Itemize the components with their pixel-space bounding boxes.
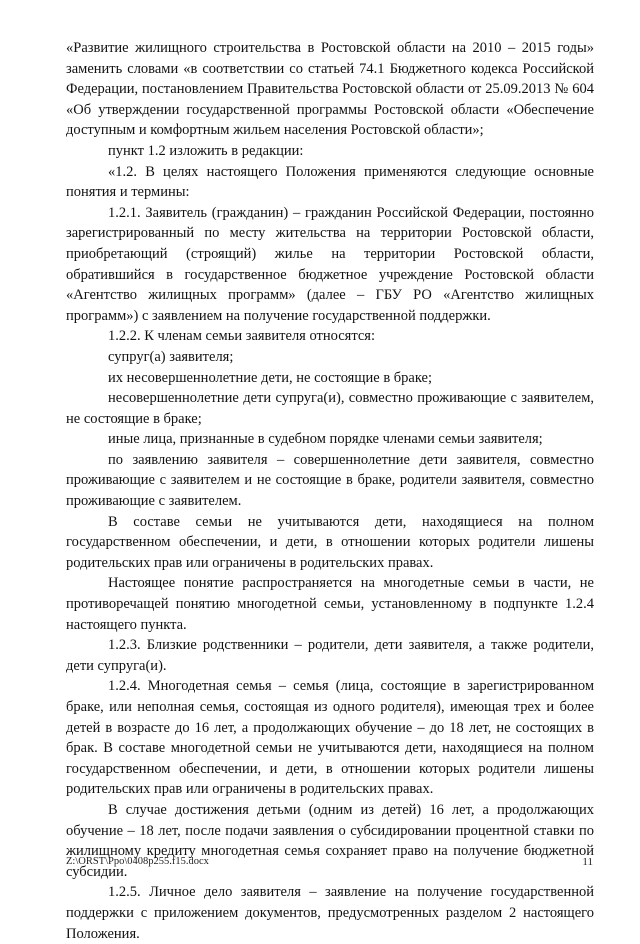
paragraph: В составе семьи не учитываются дети, находящиеся на полном государственном обеспечении, и дети, в отношении которых родители лишены родительских прав или ограничены в родительских правах. bbox=[66, 513, 594, 571]
paragraph: 1.2.3. Близкие родственники – родители, дети заявителя, а также родители, дети супруга(и). bbox=[66, 637, 594, 674]
paragraph: несовершеннолетние дети супруга(и), совместно проживающие с заявителем, не состоящие в браке; bbox=[66, 390, 594, 427]
paragraph: «Развитие жилищного строительства в Ростовской области на 2010 – 2015 годы» заменить словами «в соответствии со статьей 74.1 Бюджетного кодекса Российской Федерации, постановлением Правительства Ростовской области от 25.09.2013 № 604 «Об утверждении государственной программы Ростовской области «Обеспечение доступным и комфортным жильем населения Ростовской области»; bbox=[66, 40, 594, 139]
document-body bbox=[66, 38, 594, 944]
paragraph: «1.2. В целях настоящего Положения применяются следующие основные понятия и термины: bbox=[66, 163, 594, 201]
footer-file-path: Z:\ORST\Ppo\0408p255.f15.docx bbox=[66, 856, 209, 867]
paragraph: 1.2.4. Многодетная семья – семья (лица, состоящие в зарегистрированном браке, или неполная семья, состоящая из одного родителя), имеющая трех и более детей в возрасте до 16 лет, а продолжающих обучение – до 18 лет, не состоящих в брак. В составе многодетной семьи не учитываются дети, находящиеся на полном государственном обеспечении, и дети, в отношении которых родители лишены родительских прав или ограничены в родительских правах. bbox=[66, 678, 594, 798]
paragraph: по заявлению заявителя – совершеннолетние дети заявителя, совместно проживающие с заявителем и не состоящие в браке, родители заявителя, совместно проживающие с заявителем. bbox=[66, 451, 594, 510]
paragraph: 1.2.2. К членам семьи заявителя относятся: bbox=[108, 328, 375, 345]
paragraph: Настоящее понятие распространяется на многодетные семьи в части, не противоречащей понятию многодетной семьи, установленному в подпункте 1.2.4 настоящего пункта. bbox=[66, 575, 594, 633]
paragraph: В случае достижения детьми (одним из детей) 16 лет, а продолжающих обучение – 18 лет, после подачи заявления о субсидировании процентной ставки по жилищному кредиту многодетная семья сохраняет право на получение бюджетной субсидии. bbox=[66, 801, 594, 880]
paragraph: пункт 1.2 изложить в редакции: bbox=[108, 142, 304, 159]
paragraph: 1.2.5. Личное дело заявителя – заявление на получение государственной поддержки с приложением документов, предусмотренных разделом 2 настоящего Положения. bbox=[66, 884, 594, 942]
paragraph: 1.2.1. Заявитель (гражданин) – гражданин Российской Федерации, постоянно зарегистрированный по месту жительства на территории Ростовской области, приобретающий (строящий) жилье на территории Ростовской области, обратившийся в государственное бюджетное учреждение Ростовской области «Агентство жилищных программ» (далее – ГБУ РО «Агентство жилищных программ») с заявлением на получение государственной поддержки. bbox=[66, 204, 594, 324]
paragraph: их несовершеннолетние дети, не состоящие в браке; bbox=[108, 369, 433, 386]
paragraph: супруг(а) заявителя; bbox=[108, 348, 234, 365]
page-number: 11 bbox=[582, 856, 593, 868]
paragraph: иные лица, признанные в судебном порядке членами семьи заявителя; bbox=[108, 431, 543, 448]
